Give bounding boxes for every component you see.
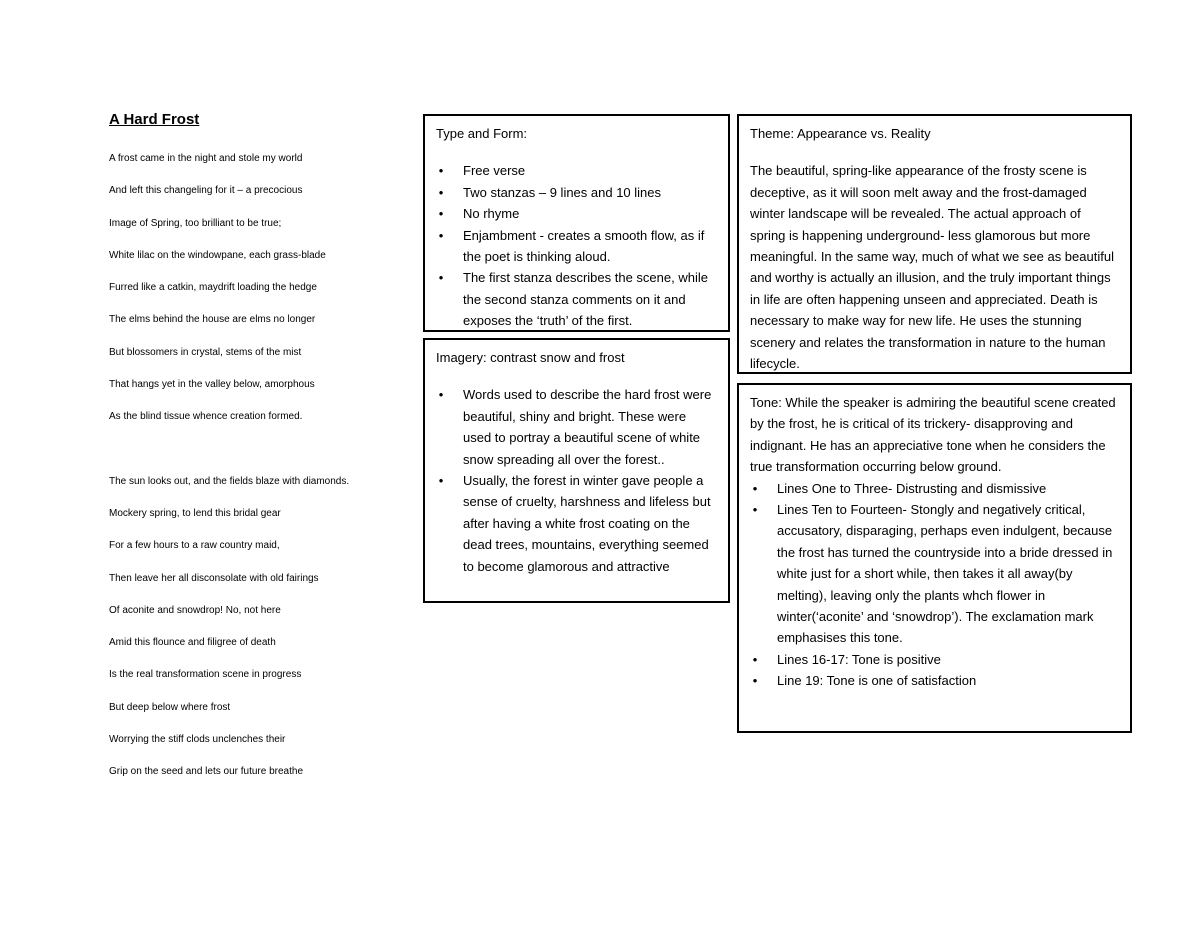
bullet-icon: • <box>438 184 444 200</box>
bullet-icon: • <box>752 673 758 689</box>
list-item <box>436 384 716 470</box>
list-item <box>436 470 716 577</box>
poem-line: The elms behind the house are elms no longer <box>109 314 316 326</box>
list-item-text: Two stanzas – 9 lines and 10 lines <box>463 184 662 200</box>
poem-line: Mockery spring, to lend this bridal gear <box>109 507 281 519</box>
type-form-heading: Type and Form: <box>436 126 528 141</box>
list-item <box>436 182 716 203</box>
type-form-box <box>423 114 730 332</box>
poem-column <box>109 110 409 798</box>
list-item-text: Enjambment - creates a smooth flow, as if the poet is thinking aloud. <box>463 227 705 265</box>
bullet-icon: • <box>438 387 444 403</box>
bullet-icon: • <box>752 651 758 667</box>
list-item-text: Lines 16-17: Tone is positive <box>777 651 941 667</box>
bullet-icon: • <box>438 473 444 489</box>
poem-line: But deep below where frost <box>109 701 231 713</box>
poem-line: A frost came in the night and stole my world <box>109 153 303 164</box>
poem-line: As the blind tissue whence creation formed. <box>109 411 303 423</box>
bullet-icon: • <box>438 206 444 222</box>
tone-intro: Tone: While the speaker is admiring the beautiful scene created by the frost, he is critical of its trickery- disapproving and indignant. He has an appreciative tone when he considers the true transformation occurring below ground. <box>750 395 1116 475</box>
poem-line: Worrying the stiff clods unclenches their <box>109 734 286 746</box>
list-item-text: Free verse <box>463 163 526 179</box>
stanza-gap <box>109 443 409 475</box>
stanza-one <box>109 152 409 443</box>
theme-body: The beautiful, spring-like appearance of the frosty scene is deceptive, as it will soon melt away and the frost-damaged winter landscape will be revealed. The actual approach of spring is happening underground- less glamorous but more meaningful. In the same way, much of what we see as beautiful and worthy is actually an illusion, and the truly important things in life are often happening unseen and appreciated. Death is necessary to make way for new life. He uses the stunning scenery and relates the transformation in nature to the human lifecycle. <box>750 163 1114 372</box>
poem-line: Then leave her all disconsolate with old fairings <box>109 572 319 584</box>
bullet-icon: • <box>752 480 758 496</box>
poem-line: Of aconite and snowdrop! No, not here <box>109 604 281 616</box>
list-item <box>750 478 1118 499</box>
theme-heading: Theme: Appearance vs. Reality <box>750 126 931 141</box>
poem-line: And left this changeling for it – a precocious <box>109 185 303 197</box>
theme-box <box>737 114 1132 374</box>
poem-line: The sun looks out, and the fields blaze with diamonds. <box>109 475 350 487</box>
list-item <box>436 203 716 224</box>
list-item-text: Words used to describe the hard frost were beautiful, shiny and bright. These were used to portray a beautiful scene of white snow spreading all over the forest.. <box>463 387 712 467</box>
stanza-two <box>109 475 409 798</box>
imagery-list <box>436 384 716 577</box>
list-item-text: Line 19: Tone is one of satisfaction <box>777 673 977 689</box>
poem-line: Amid this flounce and filigree of death <box>109 637 276 649</box>
list-item-text: Usually, the forest in winter gave people a sense of cruelty, harshness and lifeless but after having a white frost coating on the dead trees, mountains, everything seemed to become glamorous and attractive <box>463 473 711 574</box>
tone-box <box>737 383 1132 733</box>
list-item <box>750 649 1118 670</box>
bullet-icon: • <box>438 163 444 179</box>
list-item <box>750 499 1118 649</box>
poem-line: Is the real transformation scene in progress <box>109 669 302 681</box>
list-item-text: Lines One to Three- Distrusting and dismissive <box>777 480 1047 496</box>
poem-line: Image of Spring, too brilliant to be true; <box>109 217 282 229</box>
imagery-heading: Imagery: contrast snow and frost <box>436 350 625 365</box>
poem-line: For a few hours to a raw country maid, <box>109 540 280 552</box>
poem-line: Furred like a catkin, maydrift loading the hedge <box>109 282 317 294</box>
list-item <box>436 225 716 268</box>
list-item-text: No rhyme <box>463 206 520 222</box>
poem-title: A Hard Frost <box>109 111 200 128</box>
bullet-icon: • <box>752 502 758 518</box>
list-item <box>436 267 716 331</box>
tone-list <box>750 478 1118 692</box>
list-item-text: The first stanza describes the scene, while the second stanza comments on it and exposes the ‘truth’ of the first. <box>463 270 708 329</box>
poem-line: That hangs yet in the valley below, amorphous <box>109 379 315 391</box>
poem-line: But blossomers in crystal, stems of the mist <box>109 346 302 358</box>
list-item <box>750 670 1118 691</box>
bullet-icon: • <box>438 270 444 286</box>
type-form-list <box>436 160 716 331</box>
poem-line: Grip on the seed and lets our future breathe <box>109 766 304 778</box>
list-item <box>436 160 716 181</box>
list-item-text: Lines Ten to Fourteen- Stongly and negatively critical, accusatory, disparaging, perhaps even indulgent, because the frost has turned the countryside into a bride dressed in white just for a short while, then takes it all away(by melting), leaving only the plants whch flower in winter(‘aconite’ and ‘snowdrop’). The exclamation mark emphasises this tone. <box>777 502 1113 646</box>
bullet-icon: • <box>438 227 444 243</box>
poem-line: White lilac on the windowpane, each grass-blade <box>109 249 326 261</box>
imagery-box <box>423 338 730 603</box>
